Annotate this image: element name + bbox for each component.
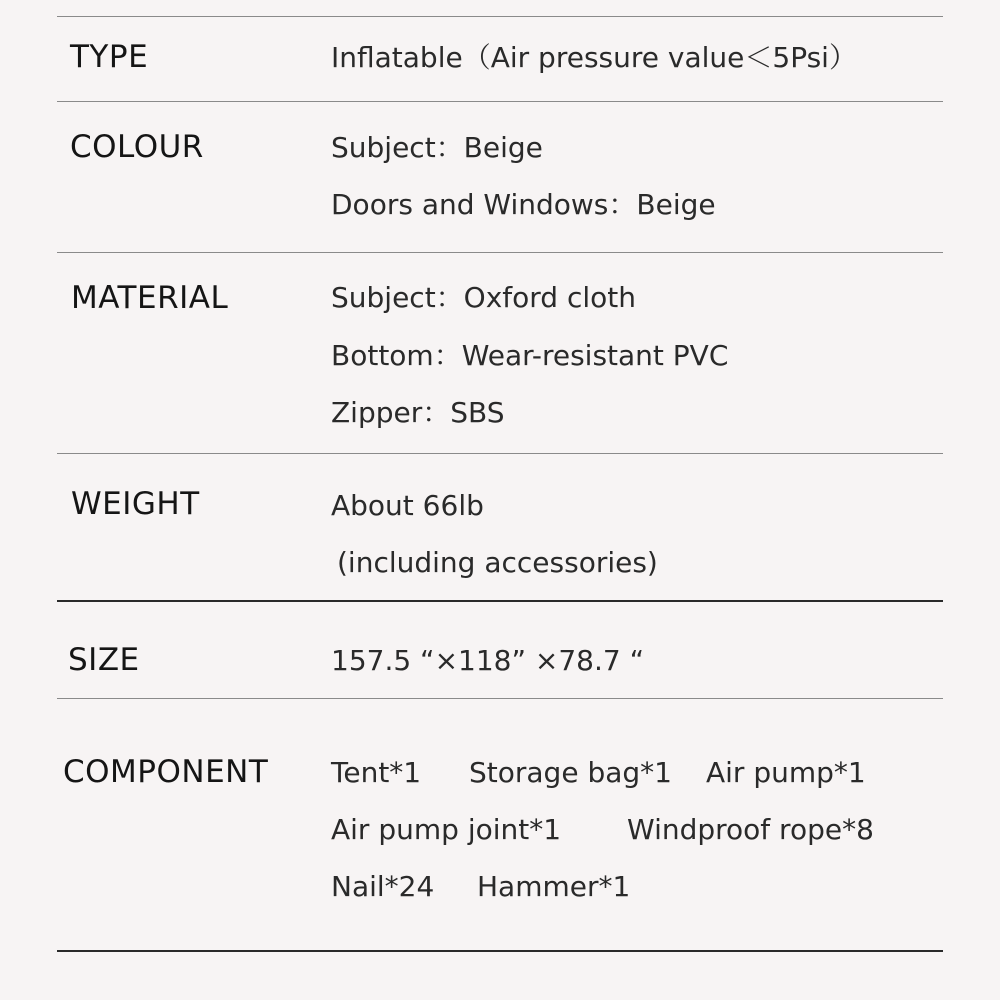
row-divider-colour	[57, 252, 943, 253]
component-label: COMPONENT	[63, 754, 269, 790]
component-item-air-pump: Air pump*1	[706, 756, 866, 789]
material-subject-value: Subject：Oxford cloth	[331, 281, 636, 314]
size-value: 157.5 “×118” ×78.7 “	[331, 644, 645, 677]
colour-subject-value: Subject：Beige	[331, 131, 543, 164]
component-item-nail: Nail*24	[331, 870, 435, 903]
weight-note-value: (including accessories)	[337, 546, 658, 579]
type-value: Inflatable（Air pressure value＜5Psi）	[331, 41, 857, 74]
material-zipper-value: Zipper：SBS	[331, 396, 505, 429]
weight-value: About 66lb	[331, 489, 484, 522]
table-bottom-rule	[57, 950, 943, 952]
colour-doors-windows-value: Doors and Windows：Beige	[331, 188, 716, 221]
size-label: SIZE	[68, 642, 140, 678]
component-item-tent: Tent*1	[331, 756, 422, 789]
component-item-air-pump-joint: Air pump joint*1	[331, 813, 562, 846]
colour-label: COLOUR	[70, 129, 204, 165]
material-label: MATERIAL	[71, 280, 229, 316]
table-top-rule	[57, 16, 943, 17]
row-divider-size	[57, 698, 943, 699]
row-divider-material	[57, 453, 943, 454]
weight-label: WEIGHT	[71, 486, 200, 522]
row-divider-weight	[57, 600, 943, 602]
type-label: TYPE	[70, 39, 149, 75]
component-item-windproof-rope: Windproof rope*8	[627, 813, 874, 846]
row-divider-type	[57, 101, 943, 102]
component-item-hammer: Hammer*1	[477, 870, 631, 903]
material-bottom-value: Bottom：Wear-resistant PVC	[331, 339, 729, 372]
component-item-storage-bag: Storage bag*1	[469, 756, 672, 789]
